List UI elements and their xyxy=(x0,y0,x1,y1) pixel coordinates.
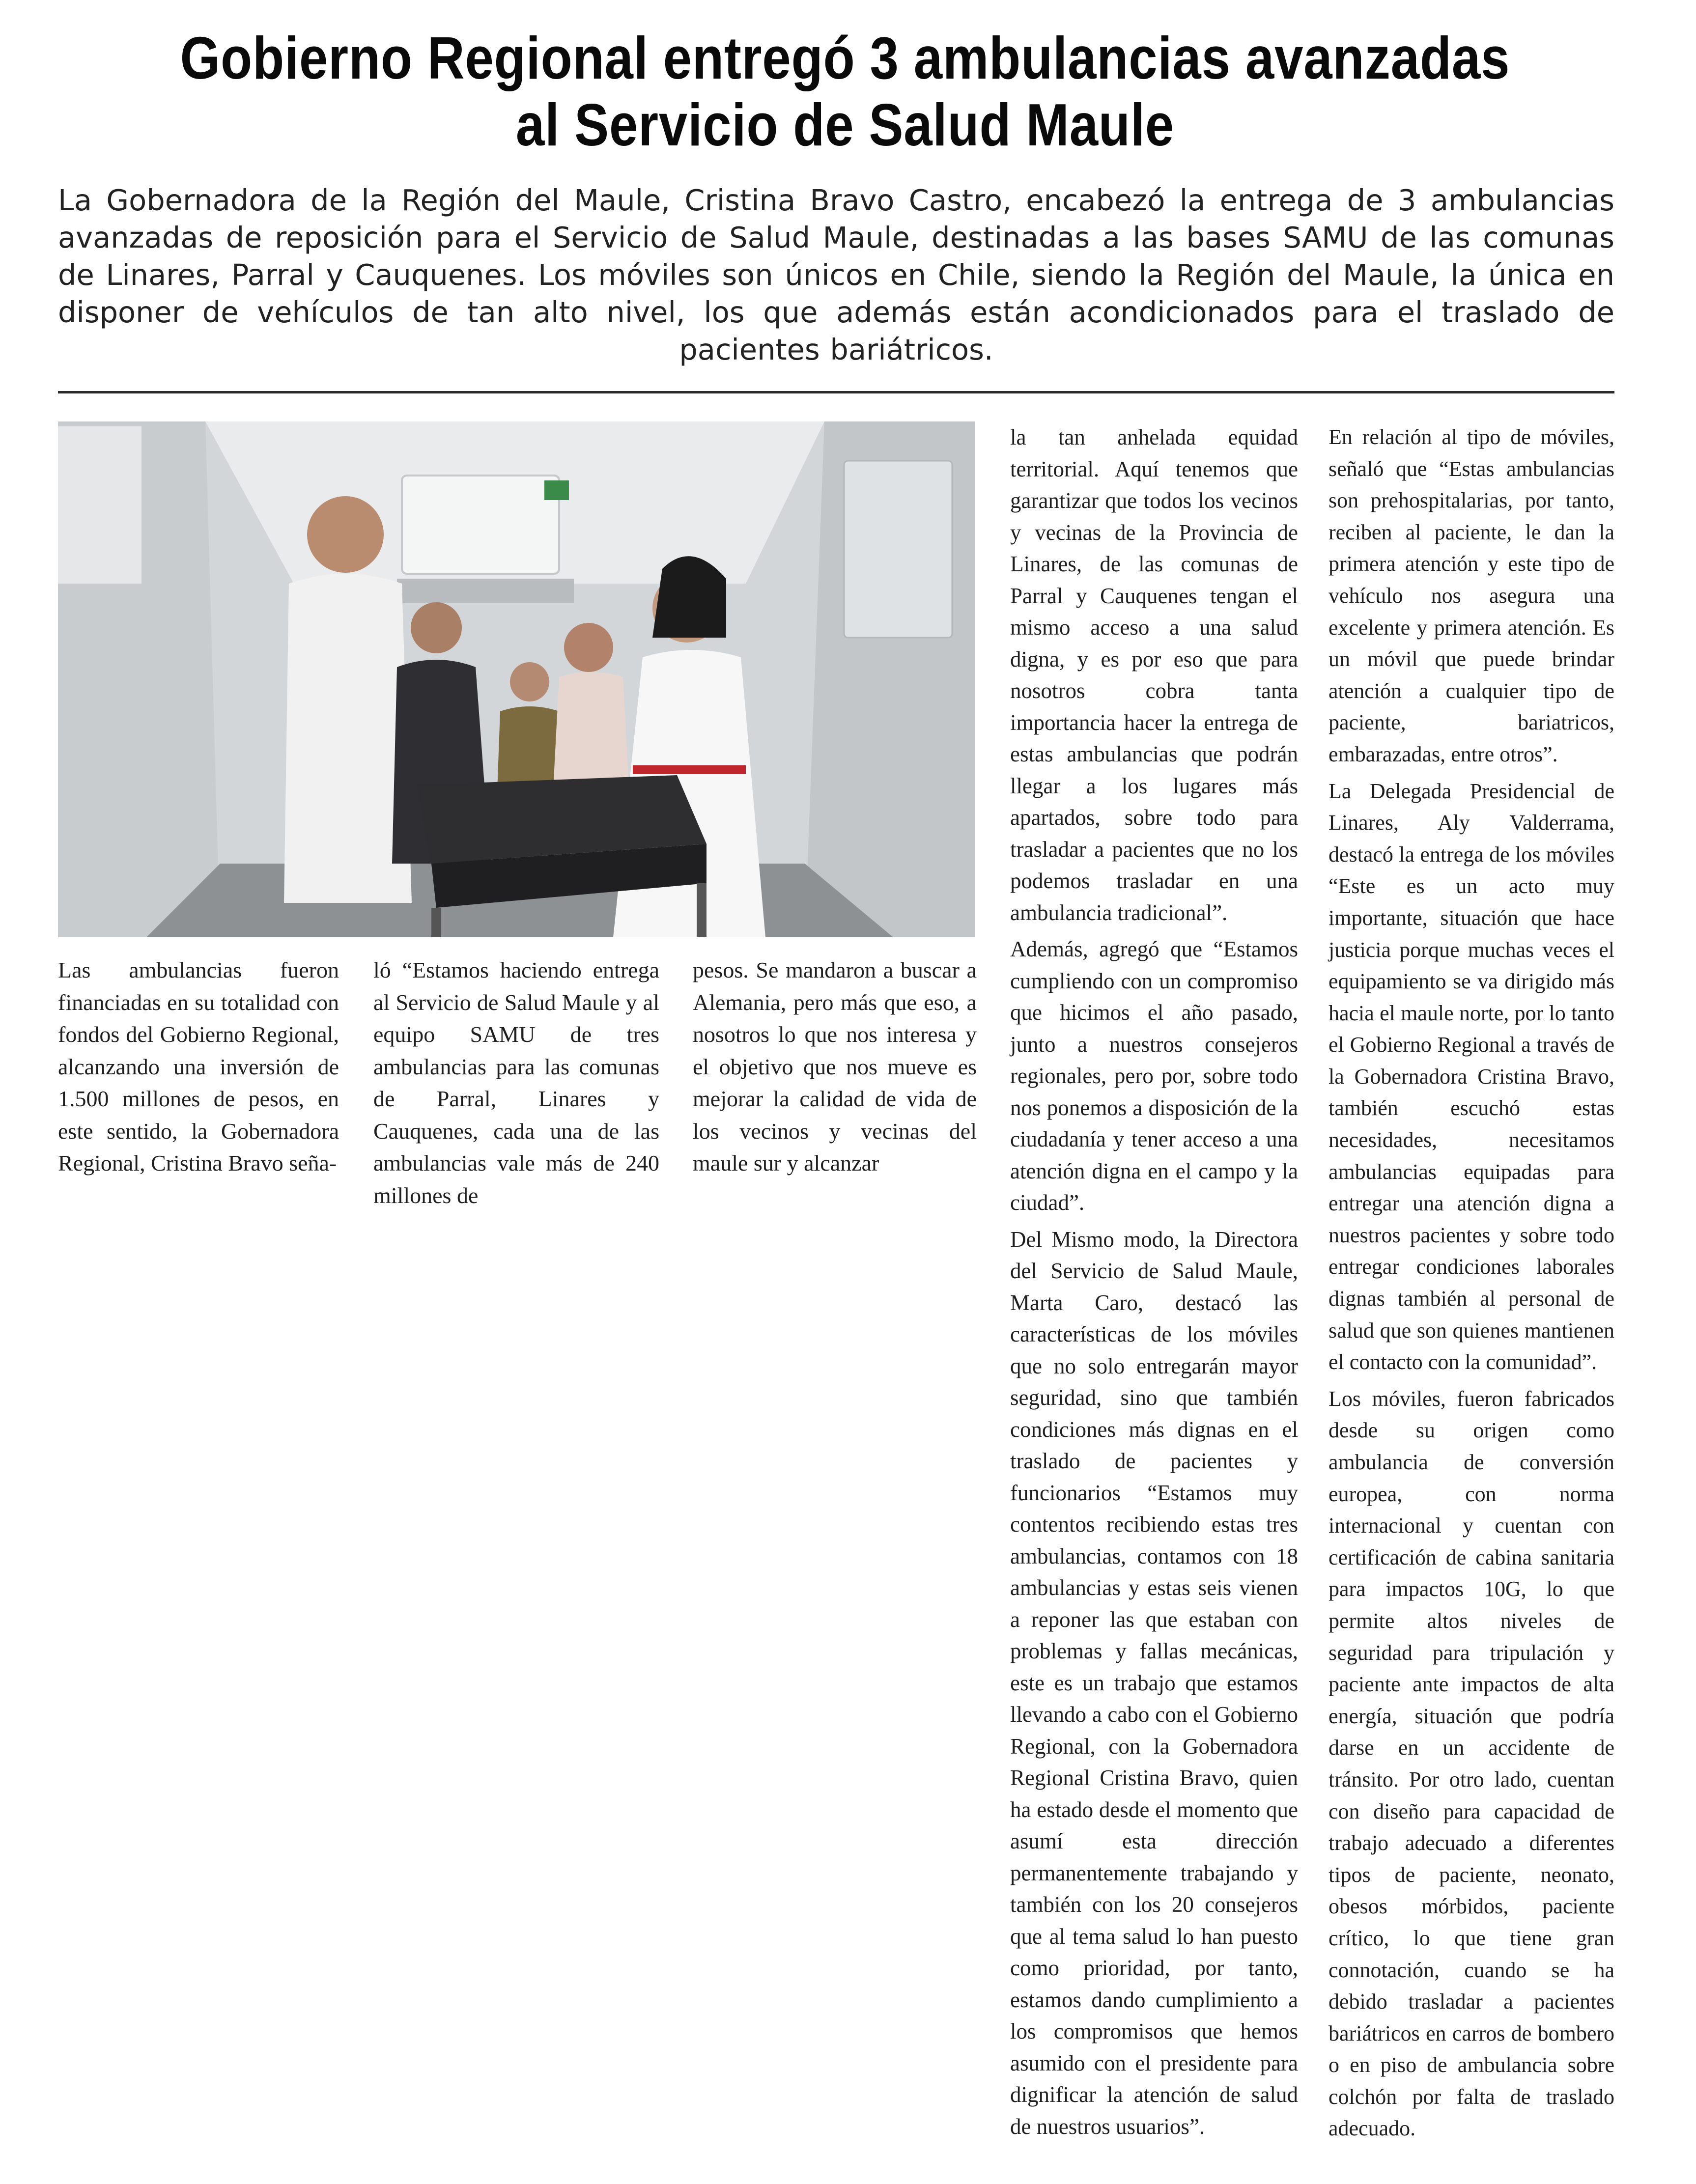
body-column-2 xyxy=(373,954,659,1215)
body-column-4 xyxy=(1010,421,1298,2147)
paragraph: pesos. Se mandaron a buscar a Alemania, pero más que eso, a nosotros lo que nos interesa y el objetivo que nos mueve es mejorar la calidad de vida de los vecinos y vecinas del maule sur y alcanzar xyxy=(693,957,977,1176)
body-column-5 xyxy=(1329,421,1614,2150)
photo-ambulance-interior-icon xyxy=(58,421,975,937)
paragraph: ló “Estamos haciendo entrega al Servicio de Salud Maule y al equipo SAMU de tres ambulancias para las comunas de Parral, Linares y Cauquenes, cada una de las ambulancias vale más de 240 millones de xyxy=(373,957,659,1208)
paragraph: En relación al tipo de móviles, señaló que “Estas ambulancias son prehospitalarias, por tanto, reciben al paciente, le dan la primera atención y este tipo de vehículo nos asegura una excelente y primera atención. Es un móvil que puede brindar atención a cualquier tipo de paciente, bariatricos, embarazadas, entre otros”. xyxy=(1329,425,1614,766)
article-headline: Gobierno Regional entregó 3 ambulancias avanzadas al Servicio de Salud Maule xyxy=(180,25,1510,158)
divider-rule xyxy=(58,391,1614,393)
paragraph: Además, agregó que “Estamos cumpliendo con un compromiso que hicimos el año pasado, junto a nuestros consejeros regionales, pero por, sobre todo nos ponemos a disposición de la ciudadanía y tener acceso a una atención digna en el campo y la ciudad”. xyxy=(1010,937,1298,1215)
paragraph: la tan anhelada equidad territorial. Aquí tenemos que garantizar que todos los vecinos y vecinas de la Provincia de Linares, de las comunas de Parral y Cauquenes tengan el mismo acceso a una salud digna, y es por eso que para nosotros cobra tanta importancia hacer la entrega de estas ambulancias que podrán llegar a los lugares más apartados, sobre todo para trasladar a pacientes que no los podemos trasladar en una ambulancia tradicional”. xyxy=(1010,425,1298,925)
paragraph: Los móviles, fueron fabricados desde su origen como ambulancia de conversión europea, con norma internacional y cuentan con certificación de cabina sanitaria para impactos 10G, lo que permite altos niveles de seguridad para tripulación y paciente ante impactos de alta energía, situación que podría darse en un accidente de tránsito. Por otro lado, cuentan con diseño para capacidad de trabajo adecuado a diferentes tipos de paciente, neonato, obesos mórbidos, paciente crítico, lo que tiene gran connotación, cuando se ha debido trasladar a pacientes bariátricos en carros de bombero o en piso de ambulancia sobre colchón por falta de traslado adecuado. xyxy=(1329,1386,1614,2141)
paragraph: La Delegada Presidencial de Linares, Aly Valderrama, destacó la entrega de los móviles “Este es un acto muy importante, situación que hace justicia porque muchas veces el equipamiento se va dirigido más hacia el maule norte, por lo tanto el Gobierno Regional a través de la Gobernadora Cristina Bravo, también escuchó estas necesidades, necesitamos ambulancias equipadas para entregar una atención digna a nuestros pacientes y sobre todo entregar condiciones laborales dignas también al personal de salud que son quienes mantienen el contacto con la comunidad”. xyxy=(1329,779,1614,1374)
paragraph: Las ambulancias fueron financiadas en su totalidad con fondos del Gobierno Regional, alcanzando una inversión de 1.500 millones de pesos, en este sentido, la Gobernadora Regional, Cristina Bravo seña- xyxy=(58,957,339,1176)
body-column-1 xyxy=(58,954,339,1183)
article-lead: La Gobernadora de la Región del Maule, Cristina Bravo Castro, encabezó la entrega de 3 ambulancias avanzadas de reposición para el Servicio de Salud Maule, destinadas a las bases SAMU de las comunas de Linares, Parral y Cauquenes. Los móviles son únicos en Chile, siendo la Región del Maule, la única en disponer de vehículos de tan alto nivel, los que además están acondicionados para el traslado de pacientes bariátricos. xyxy=(58,183,1614,366)
paragraph: Del Mismo modo, la Directora del Servicio de Salud Maule, Marta Caro, destacó las características de los móviles que no solo entregarán mayor seguridad, sino que también condiciones más dignas en el traslado de pacientes y funcionarios “Estamos muy contentos recibiendo estas tres ambulancias, contamos con 18 ambulancias y estas seis vienen a reponer las que estaban con problemas y fallas mecánicas, este es un trabajo que estamos llevando a cabo con el Gobierno Regional, con la Gobernadora Regional Cristina Bravo, quien ha estado desde el momento que asumí esta dirección permanentemente trabajando y también con los 20 consejeros que al tema salud lo han puesto como prioridad, por tanto, estamos dando cumplimiento a los compromisos que hemos asumido con el presidente para dignificar la atención de salud de nuestros usuarios”. xyxy=(1010,1227,1298,2139)
body-column-3 xyxy=(693,954,977,1183)
article-photo xyxy=(58,421,975,937)
